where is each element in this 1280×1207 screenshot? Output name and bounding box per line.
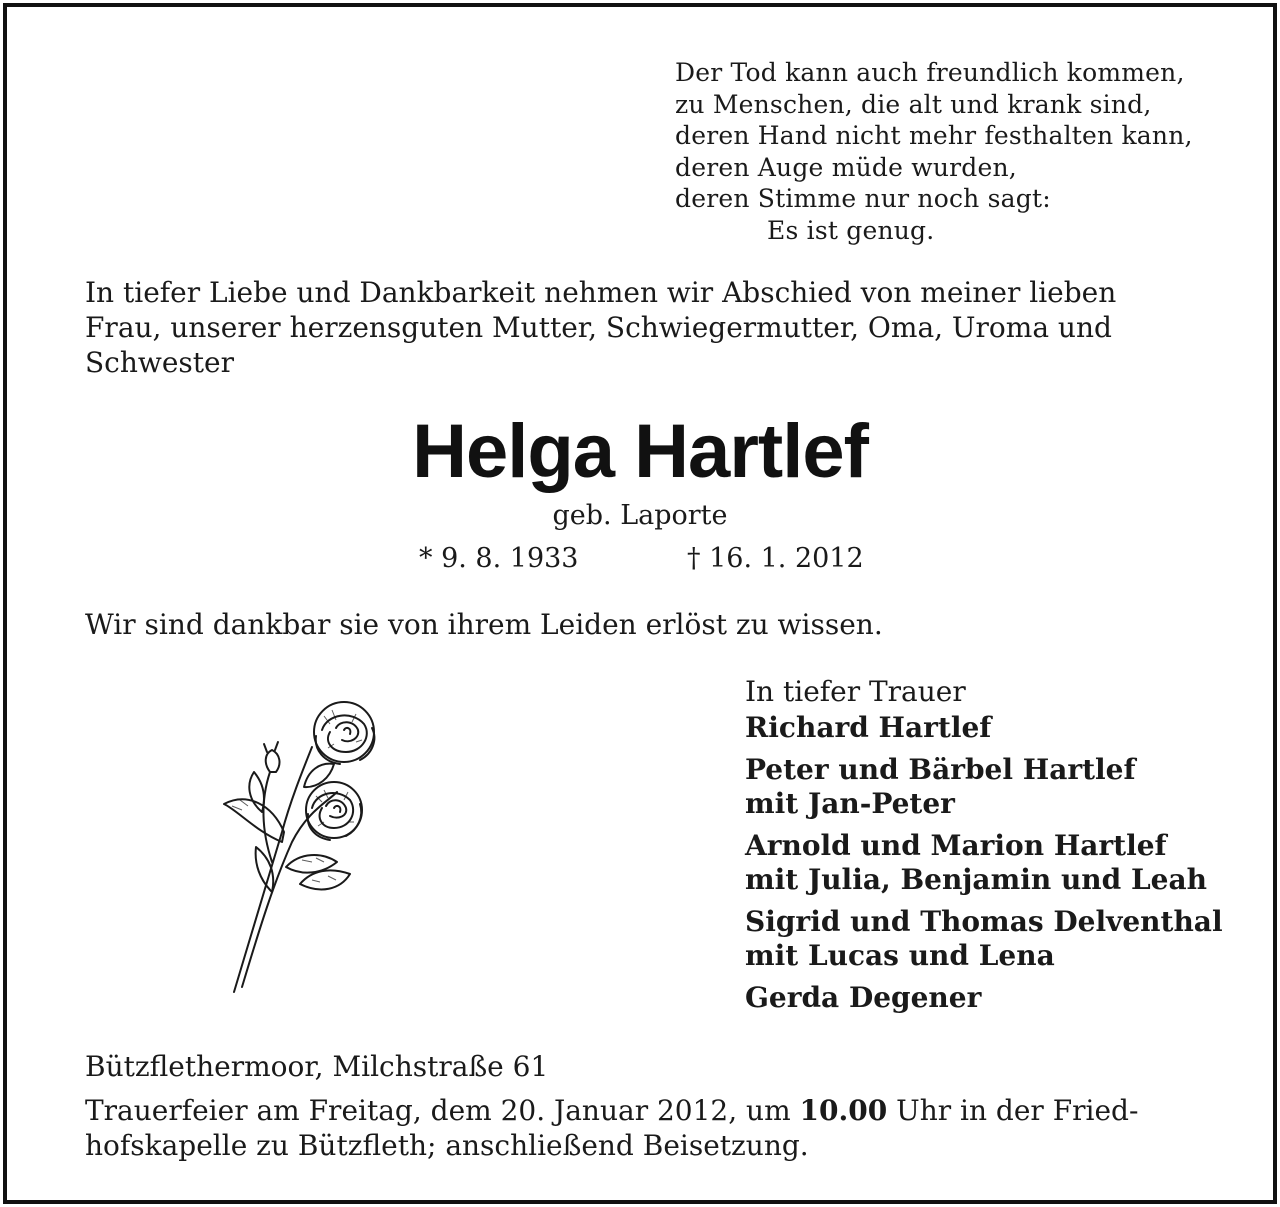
mourner-group <box>745 829 1223 897</box>
service-time: 10.00 <box>799 1094 888 1127</box>
mourner-group <box>745 981 1223 1015</box>
poem-line: deren Auge müde wurden, <box>675 152 1017 182</box>
service-text: Trauerfeier am Freitag, dem 20. Januar 2012, um <box>85 1094 800 1127</box>
mourner-name: Peter und Bärbel Hartlef <box>745 753 1136 786</box>
birth-date: * 9. 8. 1933 <box>419 543 579 574</box>
obituary-notice <box>3 3 1277 1204</box>
poem-line: Der Tod kann auch freundlich kommen, <box>675 58 1185 87</box>
service-line: hofskapelle zu Bützfleth; anschließend Beisetzung. <box>85 1129 809 1162</box>
address: Bützflethermoor, Milchstraße 61 <box>85 1050 549 1083</box>
poem-line: zu Menschen, die alt und krank sind, <box>675 89 1152 119</box>
mourner-group <box>745 711 1223 745</box>
mourner-name: Arnold und Marion Hartlef <box>745 829 1167 862</box>
mourner-name: mit Jan-Peter <box>745 787 955 820</box>
mourner-name: Gerda Degener <box>745 981 982 1014</box>
intro-text <box>85 275 1205 380</box>
mourner-name: mit Lucas und Lena <box>745 939 1055 972</box>
mourner-name: Richard Hartlef <box>745 711 992 744</box>
mourners-list <box>745 675 1223 1023</box>
service-info <box>85 1093 1138 1163</box>
poem-line: Es ist genug. <box>767 215 935 245</box>
mourner-group <box>745 753 1223 821</box>
deceased-name: Helga Hartlef <box>412 409 868 494</box>
mourners-heading: In tiefer Trauer <box>745 675 966 708</box>
service-line <box>85 1093 1138 1128</box>
rose-icon <box>212 692 402 997</box>
poem-line: deren Stimme nur noch sagt: <box>675 184 1051 213</box>
mourner-group <box>745 905 1223 973</box>
poem <box>675 57 1193 246</box>
mourner-name: Sigrid und Thomas Delventhal <box>745 905 1223 938</box>
mourner-name: mit Julia, Benjamin und Leah <box>745 863 1207 896</box>
death-date: † 16. 1. 2012 <box>687 543 864 574</box>
service-text: Uhr in der Fried- <box>887 1094 1139 1127</box>
intro-line: Schwester <box>85 346 235 379</box>
maiden-name: geb. Laporte <box>552 500 728 531</box>
intro-line: In tiefer Liebe und Dankbarkeit nehmen wir Abschied von meiner lieben <box>85 276 1117 309</box>
poem-line: deren Hand nicht mehr festhalten kann, <box>675 121 1193 150</box>
intro-line: Frau, unserer herzensguten Mutter, Schwiegermutter, Oma, Uroma und <box>85 311 1112 344</box>
gratitude-text: Wir sind dankbar sie von ihrem Leiden erlöst zu wissen. <box>85 608 883 641</box>
